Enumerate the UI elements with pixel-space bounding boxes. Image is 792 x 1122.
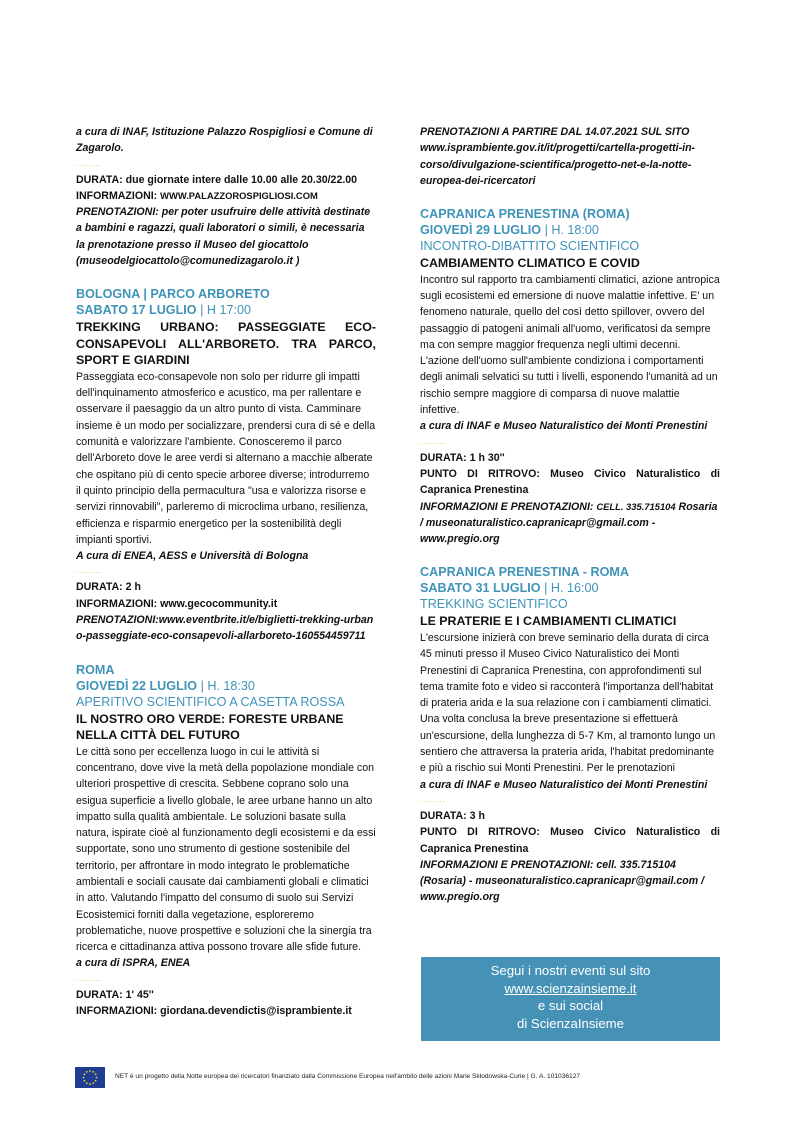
roma-city: ROMA <box>76 662 115 677</box>
roma-duration: DURATA: 1' 45'' <box>76 988 154 1001</box>
separator-dots: ........ <box>420 436 446 446</box>
left-column <box>76 124 376 1019</box>
capranica2-city: CAPRANICA PRENESTINA - ROMA <box>420 565 629 580</box>
bologna-city: BOLOGNA | PARCO ARBORETO <box>76 287 270 302</box>
footer-text: NET è un progetto della Notte europea dei ricercatori finanziato dalla Commissione Europea nell'ambito delle azioni Marie Skłodowska-Curie | G. A. 101036127 <box>115 1073 581 1080</box>
intro-credit: a cura di INAF, Istituzione Palazzo Rospigliosi e Comune di Zagarolo. <box>76 126 373 155</box>
capranica1-title: CAMBIAMENTO CLIMATICO E COVID <box>420 256 640 271</box>
bologna-booking: PRENOTAZIONI:www.eventbrite.it/e/biglietti-trekking-urbano-passeggiate-eco-consapevoli-allarboreto-160554459711 <box>76 614 374 643</box>
banner-line3: e sui social <box>537 998 604 1013</box>
right-column <box>420 124 720 906</box>
roma-event-type: APERITIVO SCIENTIFICO A CASETTA ROSSA <box>76 694 345 709</box>
capranica1-meeting: PUNTO DI RITROVO: Museo Civico Naturalistico di Capranica Prenestina <box>420 467 720 497</box>
intro-info: INFORMAZIONI: WWW.PALAZZOROSPIGLIOSI.COM <box>76 189 318 202</box>
capranica1-contact: INFORMAZIONI E PRENOTAZIONI: CELL. 335.715104 Rosaria / museonaturalistico.capranicapr@gmail.com - www.pregio.org <box>420 500 718 546</box>
capranica2-body: L'escursione inizierà con breve seminario della durata di circa 45 minuti presso il Museo Civico Naturalistico dei Monti Prenestini di Capranica Prenestina, con approfondimenti sul tema tramite foto e video si racconterà l'importanza dell'habitat di prateria arida e la sua relazione con i cambiamenti climatici. Una volta conclusa la breve presentazione si effettuerà un'escursione, della lunghezza di 5-7 Km, al tramonto lungo un sentiero che attraversa la prateria arida, l'habitat predominante e più a rischio sui Monti Prenestini. Per le prenotazioni <box>420 631 716 775</box>
capranica2-title: LE PRATERIE E I CAMBIAMENTI CLIMATICI <box>420 614 677 629</box>
bologna-title: TREKKING URBANO: PASSEGGIATE ECO-CONSAPEVOLI ALL'ARBORETO. TRA PARCO, SPORT E GIARDINI <box>76 320 376 368</box>
capranica1-date: GIOVEDÌ 29 LUGLIO | H. 18:00 <box>420 223 599 238</box>
roma-info: INFORMAZIONI: giordana.devendictis@isprambiente.it <box>76 1005 352 1018</box>
roma-date: GIOVEDÌ 22 LUGLIO | H. 18:30 <box>76 678 255 693</box>
capranica2-contact: INFORMAZIONI E PRENOTAZIONI: cell. 335.715104 (Rosaria) - museonaturalistico.capranicapr@gmail.com / www.pregio.org <box>420 858 705 904</box>
capranica1-city: CAPRANICA PRENESTINA (ROMA) <box>420 207 630 222</box>
bologna-info: INFORMAZIONI: www.gecocommunity.it <box>76 597 278 610</box>
banner-line1: Segui i nostri eventi sul sito <box>490 963 651 978</box>
bologna-date: SABATO 17 LUGLIO | H 17:00 <box>76 303 251 318</box>
website-link[interactable]: www.scienzainsieme.it <box>504 980 637 996</box>
bologna-duration: DURATA: 2 h <box>76 581 141 594</box>
capranica2-credit: a cura di INAF e Museo Naturalistico dei Monti Prenestini <box>420 778 708 791</box>
separator-dots: ........ <box>76 973 102 983</box>
roma-body: Le città sono per eccellenza luogo in cui le attività si concentrano, dove vive la metà della popolazione mondiale con ulteriori prospettive di crescita. Sebbene coprano solo una esigua superficie a livello globale, le aree urbane hanno un alto impatto sulla qualità ambientale. Le soluzioni basate sulla natura, ispirate cioè al funzionamento degli ecosistemi e da essi supportate, sono uno strumento di gestione sostenibile del territorio, per affrontare in modo integrato le problematiche ambientali e sociali causate dai cambiamenti globali e climatici in atto. Valutando l'impatto del consumo di suolo sui Servizi Ecosistemici forniti dalla vegetazione, esploreremo problematiche, nuove prospettive e soluzioni che la sinergia tra ricerca e cittadinanza attiva possono trovare alle sfide future. <box>76 745 376 954</box>
bologna-credit: A cura di ENEA, AESS e Università di Bologna <box>76 550 309 563</box>
roma-title: IL NOSTRO ORO VERDE: FORESTE URBANE NELLA CITTÀ DEL FUTURO <box>76 711 344 743</box>
separator-dots: ........ <box>420 794 446 804</box>
top-booking: PRENOTAZIONI A PARTIRE DAL 14.07.2021 SUL SITO www.isprambiente.gov.it/it/progetti/cartella-progetti-in-corso/divulgazione-scientifica/progetto-net-e-la-notte-europea-dei-ricercatori <box>420 126 696 187</box>
capranica2-event-type: TREKKING SCIENTIFICO <box>420 597 568 612</box>
separator-dots: ........ <box>76 158 102 168</box>
capranica1-body: Incontro sul rapporto tra cambiamenti climatici, azione antropica sugli ecosistemi ed emersione di nuove malattie infettive. E' un fenomeno naturale, quello del così detto spillover, ovvero del passaggio di patogeni animali all'uomo, verificatosi da sempre ma con sempre maggior frequenza negli ultimi decenni. L'azione dell'uomo sull'ambiente condiziona i comportamenti degli animali selvatici su tutti i livelli, esponendo l'umanità ad un rischio sempre maggiore di comparsa di nuove malattie infettive. <box>420 273 720 417</box>
intro-booking: PRENOTAZIONI: per poter usufruire delle attività destinate a bambini e ragazzi, quali laboratori o simili, è necessaria la prenotazione presso il Museo del giocattolo (museodelgiocattolo@comunedizagarolo.it ) <box>76 206 371 268</box>
intro-duration: DURATA: due giornate intere dalle 10.00 alle 20.30/22.00 <box>76 173 358 186</box>
capranica2-date: SABATO 31 LUGLIO | H. 16:00 <box>420 581 599 596</box>
capranica1-duration: DURATA: 1 h 30'' <box>420 451 505 464</box>
roma-credit: a cura di ISPRA, ENEA <box>76 957 191 970</box>
capranica2-meeting: PUNTO DI RITROVO: Museo Civico Naturalistico di Capranica Prenestina <box>420 826 720 855</box>
footer <box>75 1067 720 1091</box>
capranica2-duration: DURATA: 3 h <box>420 809 485 822</box>
bologna-body: Passeggiata eco-consapevole non solo per ridurre gli impatti dell'inquinamento atmosferico e acustico, ma per rallentare e osservare il paesaggio da un altro punto di vista. Camminare insieme è un modo per socializzare, prendersi cura di sé e della comunità e valorizzare l'ambiente. Conosceremo il parco dell'Arboreto dove le aree verdi si alternano a macchie alberate che ospitano più di cento specie arboree diverse; introdurremo il quinto principio della permacultura "usa e valorizza risorse e servizi rinnovabili", parleremo di microclima urbano, resilienza, efficienza e risparmio energetico per la sostenibilità degli impianti sportivi. <box>76 370 376 546</box>
capranica1-credit: a cura di INAF e Museo Naturalistico dei Monti Prenestini <box>420 420 708 433</box>
eu-flag-icon <box>75 1067 105 1088</box>
separator-dots: ........ <box>76 566 102 576</box>
banner-line4: di ScienzaInsieme <box>516 1015 625 1031</box>
capranica1-event-type: INCONTRO-DIBATTITO SCIENTIFICO <box>420 239 640 254</box>
social-banner <box>421 957 720 1041</box>
